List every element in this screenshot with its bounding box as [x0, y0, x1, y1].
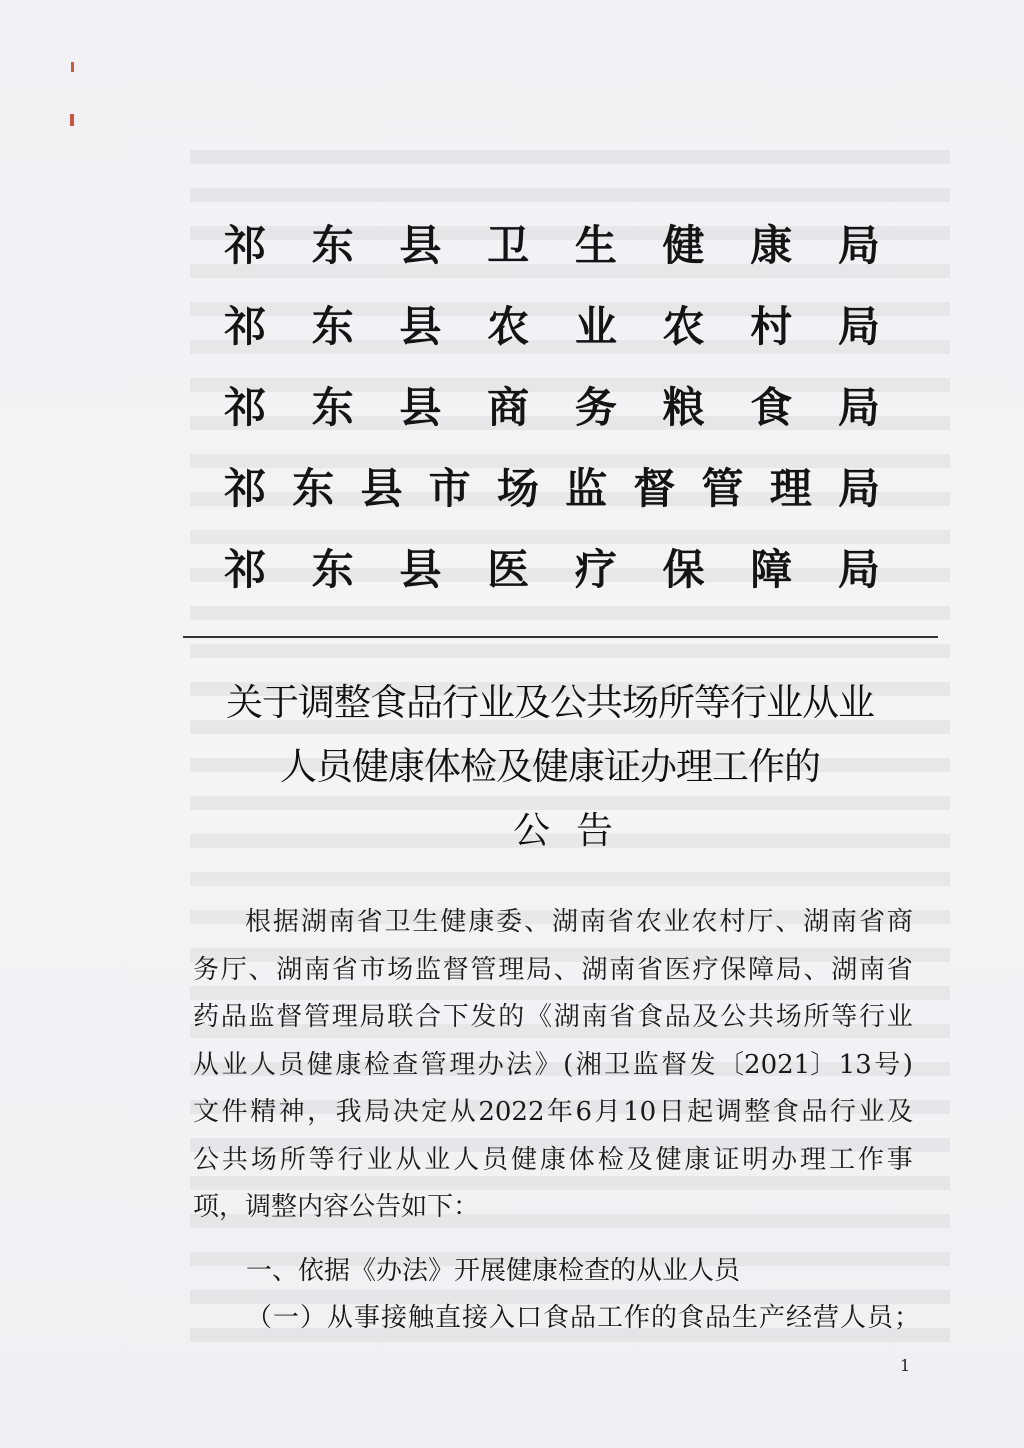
body-line: 药 品 监 督 管 理 局 联 合 下 发 的 《 湖 南 省 食 品 及 公 共 场 所 等 行 业 [193, 1002, 913, 1032]
page-number: 1 [900, 1356, 911, 1375]
agency-name-medical-security: 祁 东 县 医 疗 保 障 局 [224, 545, 880, 594]
agency-name-agriculture: 祁 东 县 农 业 农 村 局 [224, 302, 880, 351]
scan-mark [71, 62, 74, 72]
agency-name-market-supervision: 祁 东 县 市 场 监 督 管 理 局 [224, 464, 880, 513]
section-heading-1: 一、依据《办法》开展健康检查的从业人员 [246, 1256, 741, 1286]
body-line: 文 件 精 神 ， 我 局 决 定 从 2022 年 6 月 10 日 起 调 整 食 品 行 业 及 [193, 1097, 913, 1127]
agency-name-health: 祁 东 县 卫 生 健 康 局 [224, 221, 880, 270]
agency-name-commerce: 祁 东 县 商 务 粮 食 局 [224, 383, 880, 432]
body-paragraph [193, 899, 913, 1232]
body-line: 从 业 人 员 健 康 检 查 管 理 办 法 》 ( 湘 卫 监 督 发 〔2021〕 13 号 ) [193, 1049, 913, 1080]
notice-title-line-2: 人员健康体检及健康证办理工作的 [280, 745, 820, 788]
header-divider [183, 636, 938, 638]
notice-title-line-1: 关于调整食品行业及公共场所等行业从业 [226, 681, 874, 724]
scan-mark [70, 114, 74, 126]
body-line: 公 共 场 所 等 行 业 从 业 人 员 健 康 体 检 及 健 康 证 明 办 理 工 作 事 [193, 1144, 913, 1175]
notice-title-line-3: 公告 [513, 809, 639, 852]
body-line: 项 ， 调 整 内 容 公 告 如 下 ： [193, 1192, 480, 1222]
section-item-1: （一）从事接触直接入口食品工作的食品生产经营人员； [246, 1303, 922, 1333]
body-line: 根 据 湖 南 省 卫 生 健 康 委 、 湖 南 省 农 业 农 村 厅 、 湖 南 省 商 [245, 907, 913, 937]
body-line: 务 厅 、 湖 南 省 市 场 监 督 管 理 局 、 湖 南 省 医 疗 保 障 局 、 湖 南 省 [193, 954, 913, 985]
